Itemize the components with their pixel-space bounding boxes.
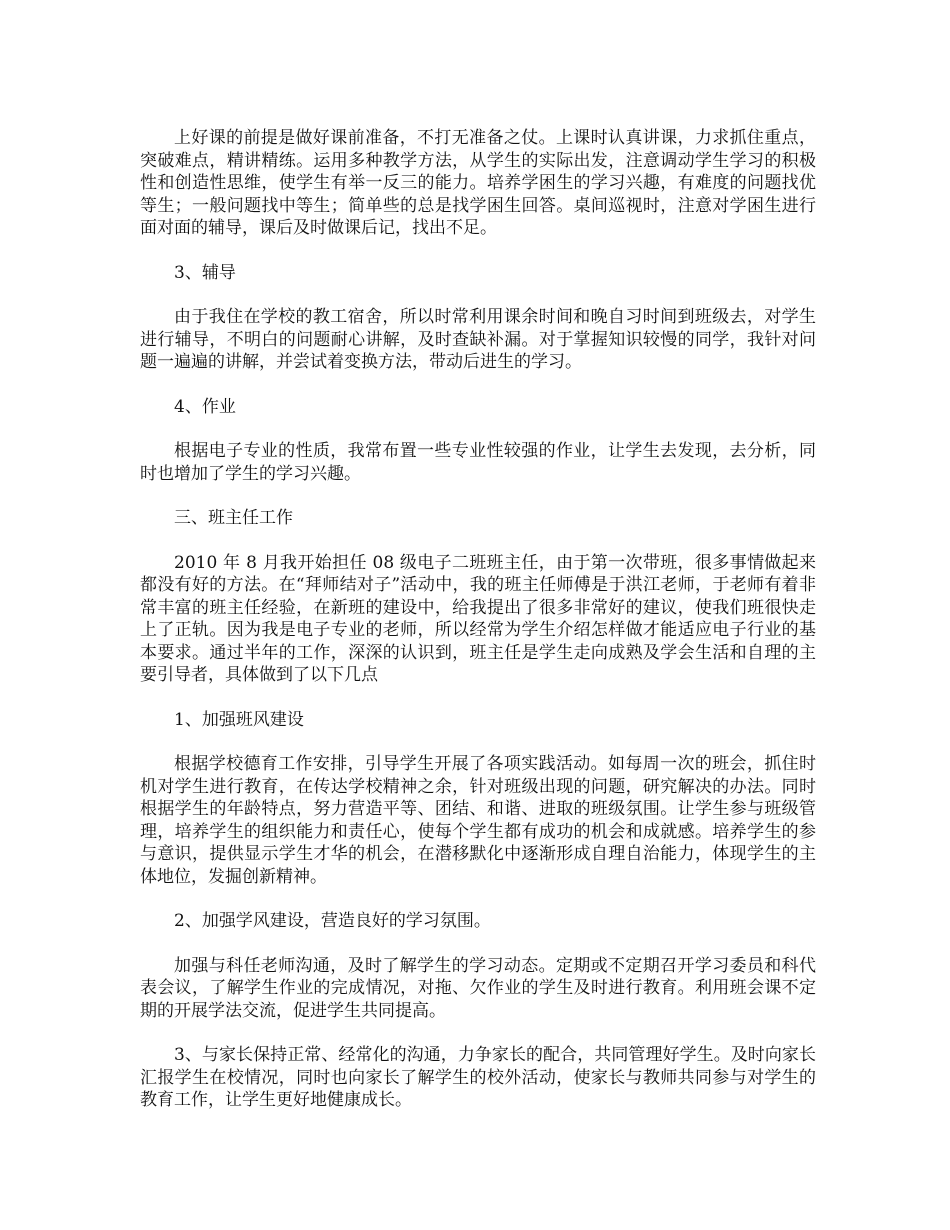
paragraph-lesson-prep: 上好课的前提是做好课前准备，不打无准备之仗。上课时认真讲课，力求抓住重点，突破难点，精讲精练。运用多种教学方法，从学生的实际出发，注意调动学生学习的积极性和创造性思维，使学生有举一反三的能力。培养学困生的学习兴趣，有难度的问题找优等生；一般问题找中等生；简单些的总是找学困生回答。桌间巡视时，注意对学困生进行面对面的辅导，课后及时做课后记，找出不足。: [140, 128, 816, 238]
paragraph-tutoring: 由于我住在学校的教工宿舍，所以时常利用课余时间和晚自习时间到班级去，对学生进行辅导，不明白的问题耐心讲解，及时查缺补漏。对于掌握知识较慢的同学，我针对问题一遍遍的讲解，并尝试着变换方法，带动后进生的学习。: [140, 307, 816, 372]
paragraph-homework: 根据电子专业的性质，我常布置一些专业性较强的作业，让学生去发现，去分析，同时也增加了学生的学习兴趣。: [140, 441, 816, 484]
paragraph-study-style: 加强与科任老师沟通，及时了解学生的学习动态。定期或不定期召开学习委员和科代表会议，了解学生作业的完成情况，对拖、欠作业的学生及时进行教育。利用班会课不定期的开展学法交流，促进学生共同提高。: [140, 955, 816, 1021]
paragraph-class-teacher-intro: 2010 年 8 月我开始担任 08 级电子二班班主任，由于第一次带班，很多事情做起来都没有好的方法。在“拜师结对子”活动中，我的班主任师傅是于洪江老师，于老师有着非常丰富的班主任经验，在新班的建设中，给我提出了很多非常好的建议，使我们班很快走上了正轨。因为我是电子专业的老师，所以经常为学生介绍怎样做才能适应电子行业的基本要求。通过半年的工作，深深的认识到，班主任是学生走向成熟及学会生活和自理的主要引导者，具体做到了以下几点: [140, 552, 816, 685]
document-page: [140, 127, 816, 1134]
paragraph-parent-communication: 3、与家长保持正常、经常化的沟通，力争家长的配合，共同管理好学生。及时向家长汇报学生在校情况，同时也向家长了解学生的校外活动，使家长与教师共同参与对学生的教育工作，让学生更好地健康成长。: [140, 1045, 816, 1110]
heading-class-teacher-work: 三、班主任工作: [174, 508, 293, 528]
paragraph-class-style: 根据学校德育工作安排，引导学生开展了各项实践活动。如每周一次的班会，抓住时机对学生进行教育，在传达学校精神之余，针对班级出现的问题，研究解决的办法。同时根据学生的年龄特点，努力营造平等、团结、和谐、进取的班级氛围。让学生参与班级管理，培养学生的组织能力和责任心，使每个学生都有成功的机会和成就感。培养学生的参与意识，提供显示学生才华的机会，在潜移默化中逐渐形成自理自治能力，体现学生的主体地位，发掘创新精神。: [140, 754, 816, 887]
heading-class-style: 1、加强班风建设: [174, 709, 304, 730]
heading-homework: 4、作业: [174, 396, 236, 417]
heading-study-style: 2、加强学风建设，营造良好的学习氛围。: [174, 911, 491, 931]
heading-tutoring: 3、辅导: [174, 262, 236, 283]
